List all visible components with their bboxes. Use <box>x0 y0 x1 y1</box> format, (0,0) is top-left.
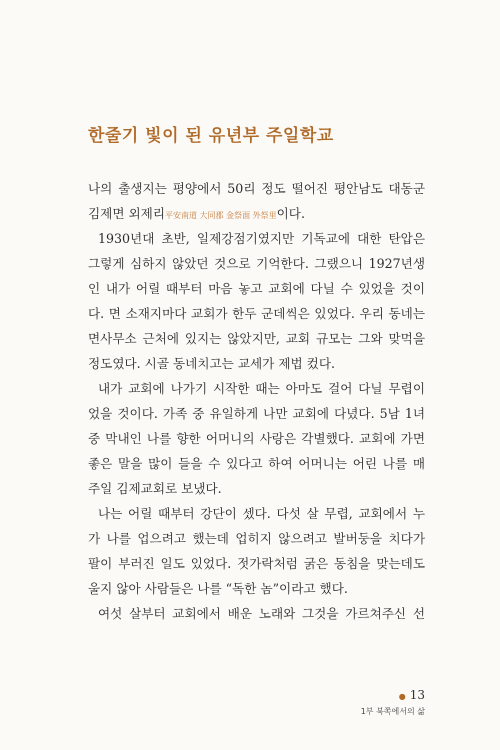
address-hanja: 平安南道 大同郡 金祭面 外祭里 <box>165 211 277 220</box>
body-line-18: 여섯 살부터 교회에서 배운 노래와 그것을 가르쳐주신 선 <box>98 606 425 621</box>
body-line-4: 그렇게 심하지 않았던 것으로 기억한다. 그랬으니 1927년생 <box>88 256 425 271</box>
body-line-1: 나의 출생지는 평양에서 50리 정도 떨어진 평안남도 대동군 <box>88 181 425 196</box>
body-line-13: 주일 김제교회로 보냈다. <box>88 481 222 496</box>
body-line-11: 중 막내인 나를 향한 어머니의 사랑은 각별했다. 교회에 가면 <box>88 431 425 446</box>
body-line-12: 좋은 말을 많이 들을 수 있다고 하여 어머니는 어린 나를 매 <box>88 456 425 471</box>
body-line-16: 팔이 부러진 일도 있었다. 젓가락처럼 굵은 동침을 맞는데도 <box>88 556 425 571</box>
body-text <box>88 176 425 626</box>
address-suffix: 이다. <box>276 206 305 221</box>
bullet-icon: ● <box>398 692 406 701</box>
body-line-10: 었을 것이다. 가족 중 유일하게 나만 교회에 다녔다. 5남 1녀 <box>88 406 425 421</box>
body-line-7: 면사무소 근처에 있지는 않았지만, 교회 규모는 그와 맞먹을 <box>88 331 425 346</box>
body-line-5: 인 내가 어릴 때부터 마음 놓고 교회에 다닐 수 있었을 것이 <box>88 281 425 296</box>
body-line-6: 다. 면 소재지마다 교회가 한두 군데씩은 있었다. 우리 동네는 <box>88 306 425 321</box>
running-footer: 1부 북쪽에서의 삶 <box>360 707 425 716</box>
body-line-3: 1930년대 초반, 일제강점기였지만 기독교에 대한 탄압은 <box>98 231 425 246</box>
page-number-value: 13 <box>409 688 425 702</box>
body-line-14: 나는 어릴 때부터 강단이 셌다. 다섯 살 무렵, 교회에서 누 <box>98 506 425 521</box>
body-line-9: 내가 교회에 나가기 시작한 때는 아마도 걸어 다닐 무렵이 <box>98 381 425 396</box>
page-number <box>399 688 425 702</box>
address-text: 김제면 외제리 <box>88 206 165 221</box>
body-line-17: 울지 않아 사람들은 나를 “독한 놈”이라고 했다. <box>88 581 348 596</box>
body-line-2 <box>88 201 425 226</box>
body-line-15: 가 나를 업으려고 했는데 업히지 않으려고 발버둥을 치다가 <box>88 531 425 546</box>
chapter-title: 한줄기 빛이 된 유년부 주일학교 <box>88 126 334 146</box>
body-line-8: 정도였다. 시골 동네치고는 교세가 제법 컸다. <box>88 356 336 371</box>
